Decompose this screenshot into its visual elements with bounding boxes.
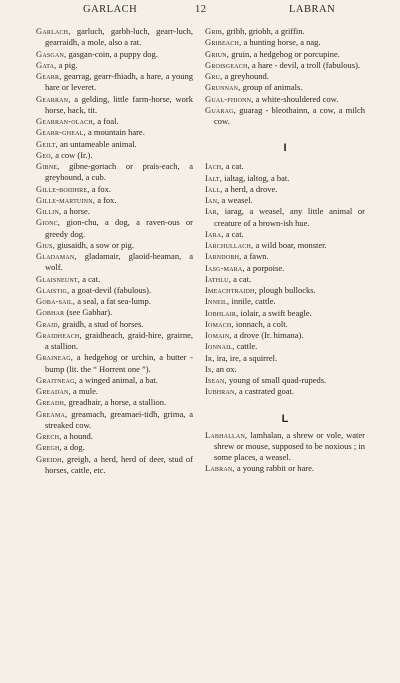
entry-headword: Ionnail, (205, 341, 235, 352)
entry-headword: Labhallan, (205, 429, 248, 440)
dictionary-entry (205, 330, 365, 341)
entry-definition: iarag, a weasel, any little animal or creature of a brown-ish hue. (214, 206, 365, 228)
entry-headword: Iasg-mara, (205, 262, 245, 273)
entry-definition: ionnach, a colt. (233, 318, 288, 329)
dictionary-entry (36, 307, 193, 318)
entry-definition: a cat. (223, 228, 244, 239)
entry-definition: a wild boar, monster. (253, 240, 327, 250)
page-number: 12 (195, 4, 207, 15)
entry-headword: Goba-sail, (36, 296, 76, 306)
entry-definition: gibne-gortach or prais-each, a greyhound, a cub. (45, 161, 193, 183)
entry-headword: Iathlu, (205, 273, 232, 284)
dictionary-entry (36, 285, 193, 296)
entry-headword: Greadh, (36, 397, 67, 408)
entry-definition: an untameable animal. (57, 138, 137, 149)
entry-definition: a goat-devil (fabulous). (69, 284, 152, 295)
dictionary-entry (36, 116, 193, 127)
entry-definition: a fox. (95, 194, 117, 205)
entry-definition: a fawn. (241, 251, 269, 262)
dictionary-entry (205, 105, 365, 128)
dictionary-entry (36, 184, 193, 195)
dictionary-entry (36, 161, 193, 184)
dictionary-entry (205, 319, 365, 330)
entry-headword: Gata, (36, 59, 57, 70)
entry-definition: gion-chu, a dog, a raven-ous or greedy dog. (45, 217, 193, 239)
entry-headword: Gearran-olach, (36, 116, 96, 126)
dictionary-entry (36, 319, 193, 330)
entry-headword: Iomach, (205, 318, 234, 329)
dictionary-entry (36, 454, 193, 477)
section-letter-l: L (281, 412, 289, 425)
dictionary-entry (36, 139, 193, 150)
dictionary-entry (205, 263, 365, 274)
left-column (36, 26, 193, 476)
dictionary-entry (36, 296, 193, 307)
entry-definition: a white-shouldered cow. (253, 93, 339, 104)
entry-headword: Grib, (205, 26, 225, 36)
entry-definition: ira, ire, a squirrel. (214, 352, 278, 363)
entry-headword: Inneil, (205, 296, 230, 307)
entry-headword: Gobhar (36, 307, 65, 318)
entries-l (205, 430, 365, 475)
entry-headword: Gionc, (36, 217, 61, 228)
entry-headword: Gearran, (36, 93, 71, 104)
entry-definition: greigh, a herd, herd of deer, stud of horses, cattle, etc. (45, 453, 193, 475)
entry-definition: a mountain hare. (85, 127, 145, 138)
dictionary-entry (205, 161, 365, 172)
dictionary-entry (36, 240, 193, 251)
entry-definition: group of animals. (240, 82, 303, 93)
entry-headword: Griun, (205, 48, 230, 59)
entry-definition: a hound. (61, 431, 93, 441)
dictionary-entry (205, 308, 365, 319)
dictionary-entry (205, 60, 365, 71)
section-letter-i: I (283, 142, 287, 155)
entry-definition: graidheach, graid-hire, grairne, a stallion. (45, 329, 193, 351)
entry-headword: Graitneag, (36, 374, 77, 385)
running-header (0, 4, 400, 20)
entry-headword: Graidheach, (36, 329, 82, 340)
entry-definition: a greyhound. (222, 71, 269, 81)
dictionary-entry (205, 71, 365, 82)
dictionary-entry (36, 71, 193, 94)
entry-definition: a young rabbit or hare. (234, 463, 315, 474)
dictionary-entry (36, 195, 193, 206)
dictionary-entry (205, 430, 365, 464)
dictionary-entry (36, 251, 193, 274)
entry-definition: gruin, a hedgehog or porcupine. (229, 48, 340, 59)
dictionary-entry (205, 341, 365, 352)
entry-headword: Gille-martuinn, (36, 194, 96, 205)
entry-headword: Gearr-gheal, (36, 127, 86, 138)
entry-definition: plough bullocks. (256, 285, 316, 295)
entry-headword: Grech, (36, 431, 62, 441)
dictionary-entry (36, 397, 193, 408)
dictionary-entry (205, 206, 365, 229)
entry-headword: Groisgeach, (205, 59, 250, 70)
entry-headword: Grunnan, (205, 82, 241, 93)
entry-headword: Is, (205, 363, 214, 374)
dictionary-entry (205, 364, 365, 375)
entry-headword: Iall, (205, 183, 223, 194)
entry-definition: (see Gabhar). (64, 307, 113, 318)
entry-definition: gladamair, glaoid-heaman, a wolf. (45, 251, 193, 273)
dictionary-entry (205, 251, 365, 262)
dictionary-entry (36, 60, 193, 71)
dictionary-entry (36, 442, 193, 453)
entry-headword: Graid, (36, 318, 61, 329)
entry-headword: Iara, (205, 228, 224, 239)
dictionary-entry (36, 352, 193, 375)
dictionary-entry (205, 173, 365, 184)
dictionary-entry (205, 274, 365, 285)
entry-headword: Ialt, (205, 172, 223, 183)
dictionary-entry (205, 463, 365, 474)
entry-headword: Iar, (205, 206, 220, 217)
entry-headword: Gille-boidhre, (36, 183, 90, 194)
entry-headword: Gregh, (36, 442, 62, 453)
dictionary-entry (36, 94, 193, 117)
entry-definition: a horse. (61, 206, 90, 216)
entry-definition: a castrated goat. (236, 386, 295, 397)
entry-definition: a cat. (223, 161, 244, 172)
entry-definition: gribh, griobh, a griffin. (224, 26, 305, 36)
entry-definition: young of small quad-rupeds. (226, 375, 327, 385)
entry-definition: innile, cattle. (229, 296, 276, 307)
entry-headword: Imeachtraidh, (205, 285, 257, 295)
entry-definition: garluch, garbh-luch, gearr-luch, gearraidh, a mole, also a rat. (45, 26, 193, 48)
entry-headword: Ian, (205, 195, 220, 205)
entry-definition: a hare - devil, a troll (fabulous). (249, 59, 361, 70)
dictionary-entry (205, 184, 365, 195)
entry-definition: greadhair, a horse, a stallion. (66, 397, 167, 408)
entry-headword: Iobhlair, (205, 307, 239, 318)
entry-headword: Graineag, (36, 352, 74, 363)
entry-headword: Gual-fhionn, (205, 93, 254, 104)
entry-definition: a seal, a fat sea-lump. (75, 296, 151, 306)
entry-headword: Iarndobh, (205, 251, 242, 262)
entry-headword: Isean, (205, 375, 227, 385)
dictionary-entry (205, 26, 365, 37)
dictionary-entry (205, 229, 365, 240)
entry-headword: Gearr, (36, 71, 62, 81)
dictionary-entry (205, 240, 365, 251)
dictionary-entry (36, 375, 193, 386)
entry-headword: Glaisneunt, (36, 273, 81, 284)
dictionary-entry (205, 386, 365, 397)
entry-definition: a herd, a drove. (222, 183, 278, 194)
entry-definition: gasgan-coin, a puppy dog. (66, 48, 158, 59)
entry-headword: Geilt, (36, 138, 58, 149)
dictionary-entry (205, 82, 365, 93)
entry-headword: Garlach, (36, 26, 71, 36)
entry-headword: Ir, (205, 352, 215, 363)
entry-definition: graidh, a stud of horses. (60, 318, 144, 329)
dictionary-entry (36, 26, 193, 49)
dictionary-entry (36, 431, 193, 442)
dictionary-entry (36, 409, 193, 432)
entry-definition: a cat. (80, 273, 101, 284)
entry-definition: a cat. (231, 273, 252, 284)
entry-definition: a weasel. (219, 195, 253, 205)
entry-definition: a mule. (70, 386, 99, 396)
entry-headword: Iomain, (205, 330, 232, 340)
dictionary-entry (36, 217, 193, 240)
entry-headword: Gasgan, (36, 48, 67, 59)
entry-headword: Gibne, (36, 161, 60, 171)
entries-g-continued (205, 26, 365, 127)
dictionary-entry (205, 195, 365, 206)
entry-definition: giusaidh, a sow or pig. (54, 239, 135, 250)
dictionary-entry (205, 285, 365, 296)
entry-definition: a foal. (95, 116, 119, 126)
dictionary-entry (36, 330, 193, 353)
entry-headword: Iarchullach, (205, 240, 254, 250)
dictionary-entry (205, 37, 365, 48)
entry-definition: cattle. (234, 341, 258, 352)
entry-definition: greamach, greamaei-tidh, grima, a streaked cow. (45, 408, 193, 430)
dictionary-entry (205, 94, 365, 105)
dictionary-entry (36, 274, 193, 285)
entry-headword: Greadan, (36, 386, 71, 396)
entry-definition: a dog. (61, 442, 85, 453)
entry-definition: a cow (Ir.). (53, 149, 93, 160)
entry-headword: Gru, (205, 71, 223, 81)
dictionary-entry (205, 296, 365, 307)
entry-definition: a fox. (89, 183, 112, 194)
entry-headword: Labran, (205, 463, 235, 474)
dictionary-entry (36, 206, 193, 217)
header-left-word: GARLACH (83, 4, 138, 15)
dictionary-entry (36, 49, 193, 60)
entry-headword: Guarag, (205, 104, 236, 115)
entry-headword: Gribeach, (205, 37, 242, 48)
entry-definition: guarag - bleothainn, a cow, a milch cow. (214, 104, 365, 126)
right-column (205, 26, 365, 475)
header-right-word: LABRAN (289, 4, 336, 15)
entry-definition: a porpoise. (244, 262, 285, 273)
entry-headword: Gladaman, (36, 251, 77, 261)
dictionary-entry (36, 127, 193, 138)
entry-definition: a drove (Ir. himana). (231, 330, 304, 340)
entry-headword: Greidh, (36, 453, 64, 464)
dictionary-entry (205, 49, 365, 60)
entry-headword: Iach, (205, 161, 224, 172)
dictionary-entry (36, 150, 193, 161)
entries-i (205, 161, 365, 397)
entry-definition: lamhalan, a shrew or vole, water shrew or mouse, supposed to be noxious ; in some places, a weasel. (214, 429, 365, 462)
entry-definition: a gelding, little farm-horse, work horse, hack, tit. (45, 93, 193, 115)
entry-definition: a hedgehog or urchin, a butter - bump (lit. the “ Horrent one ”). (45, 352, 193, 374)
dictionary-entry (205, 375, 365, 386)
entry-definition: iolair, a swift beagle. (238, 307, 312, 318)
entry-headword: Geo, (36, 149, 54, 160)
entry-definition: a hunting horse, a nag. (241, 37, 321, 48)
dictionary-entry (36, 386, 193, 397)
entry-headword: Gillin, (36, 206, 62, 216)
entry-definition: a winged animal, a bat. (76, 374, 158, 385)
entry-definition: ialtag, ialtog, a bat. (222, 172, 290, 183)
entry-definition: a pig. (56, 59, 78, 70)
entry-definition: gearrag, gearr-fhiadh, a hare, a young hare or leveret. (45, 71, 193, 93)
entry-headword: Gius, (36, 239, 55, 250)
entry-headword: Greama, (36, 408, 68, 419)
entry-headword: Iubhran, (205, 386, 237, 397)
dictionary-entry (205, 353, 365, 364)
entry-definition: an ox. (213, 363, 237, 374)
entry-headword: Glaistig, (36, 284, 70, 295)
